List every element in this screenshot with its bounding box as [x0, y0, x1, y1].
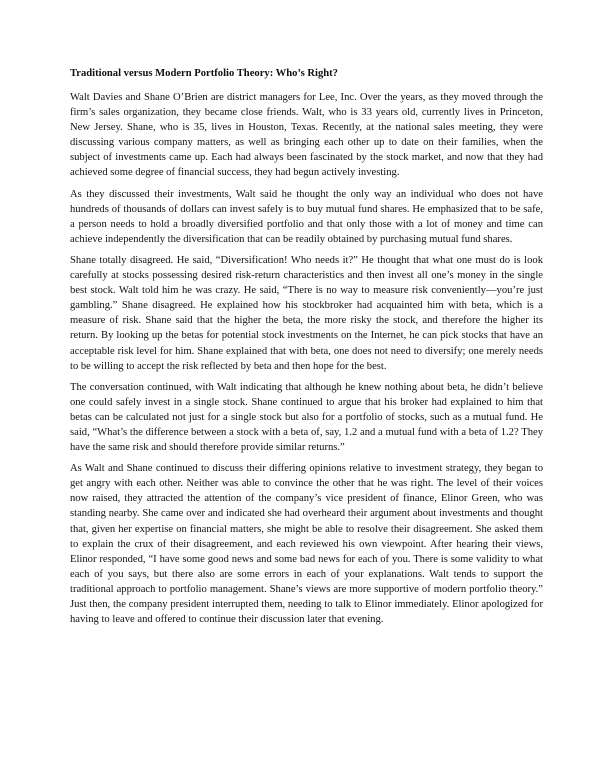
- paragraph-elinor: As Walt and Shane continued to discuss their differing opinions relative to investment strategy, they began to get angry with each other. Neither was able to convince the other that he was right. The level of their voices now raised, they attracted the attention of the company’s vice president of finance, Elinor Green, who was standing nearby. She came over and indicated she had overheard their argument about investments and thought that, given her expertise on financial matters, she might be able to resolve their disagreement. She asked them to explain the crux of their disagreement, and each reviewed his own viewpoint. After hearing their views, Elinor responded, “I have some good news and some bad news for each of you. There is some validity to what each of you says, but there also are some errors in each of your explanations. Walt tends to support the traditional approach to portfolio management. Shane’s views are more supportive of modern portfolio theory.” Just then, the company president interrupted them, needing to talk to Elinor immediately. Elinor apologized for having to leave and offered to continue their discussion later that evening.: [70, 463, 543, 626]
- paragraph-walt-view: As they discussed their investments, Walt said he thought the only way an individual who does not have hundreds of thousands of dollars can invest safely is to buy mutual fund shares. He emphasized that to be safe, a person needs to hold a broadly diversified portfolio and that only those with a lot of money and time can achieve independently the diversification that can be readily obtained by purchasing mutual fund shares.: [70, 188, 543, 245]
- paragraph-intro: Walt Davies and Shane O’Brien are district managers for Lee, Inc. Over the years, as they moved through the firm’s sales organization, they became close friends. Walt, who is 33 years old, currently lives in Princeton, New Jersey. Shane, who is 35, lives in Houston, Texas. Recently, at the national sales meeting, they were discussing various company matters, as well as bringing each other up to date on their families, when the subject of investments came up. Each had always been fascinated by the stock market, and now that they had achieved some degree of financial success, they had begun actively investing.: [70, 92, 543, 179]
- document-page: [70, 67, 543, 633]
- paragraph-shane-view: Shane totally disagreed. He said, “Diversification! Who needs it?” He thought that what one must do is look carefully at stocks possessing desired risk-return characteristics and then invest all one’s money in the single best stock. Walt told him he was crazy. He said, “There is no way to measure risk conveniently—you’re just gambling.” Shane disagreed. He explained how his stockbroker had acquainted him with beta, which is a measure of risk. Shane said that the higher the beta, the more risky the stock, and therefore the higher its return. By looking up the betas for potential stock investments on the Internet, he can pick stocks that have an acceptable risk level for him. Shane explained that with beta, one does not need to diversify; one merely needs to be willing to accept the risk reflected by beta and then hope for the best.: [70, 254, 543, 372]
- paragraph-conversation: The conversation continued, with Walt indicating that although he knew nothing about beta, he didn’t believe one could safely invest in a single stock. Shane continued to argue that his broker had explained to him that betas can be calculated not just for a single stock but also for a portfolio of stocks, such as a mutual fund. He said, “What’s the difference between a stock with a beta of, say, 1.2 and a mutual fund with a beta of 1.2? They have the same risk and should therefore provide similar returns.”: [70, 381, 543, 454]
- document-title: Traditional versus Modern Portfolio Theory: Who’s Right?: [70, 68, 338, 79]
